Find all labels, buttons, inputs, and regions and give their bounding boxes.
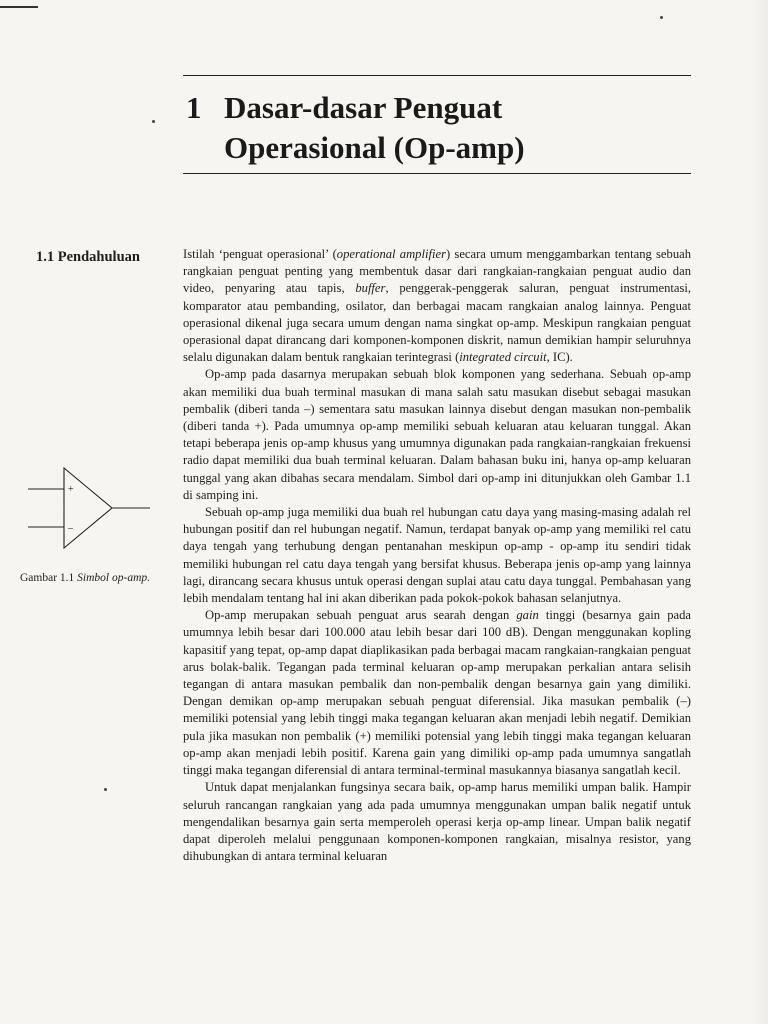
plus-sign: + [68,484,74,495]
figure-caption-text: Simbol op-amp. [77,572,151,584]
italic-term: gain [516,608,539,623]
text-run: Op-amp pada dasarnya merupakan sebuah blok komponen yang sederhana. Sebuah op-amp akan memiliki dua buah terminal masukan di mana salah satu masukan disebut sebagai masukan pembalik (diberi tanda –) sementara satu masukan lainnya disebut dengan masukan non-pembalik (diberi tanda +). Pada umumnya op-amp memiliki sebuah keluaran atau keluaran tunggal. Akan tetapi beberapa jenis op-amp khusus yang umumnya digunakan pada rangkaian-rangkaian frekuensi radio dapat memiliki dua buah terminal keluaran. Dalam bahasan buku ini, hanya op-amp keluaran tunggal yang akan dibahas secara mendalam. Simbol dari op-amp ini ditunjukkan oleh Gambar 1.1 di samping ini. [183,367,691,502]
scan-speck [104,788,107,791]
scan-mark [0,6,38,8]
body-paragraph [183,366,691,504]
op-amp-symbol-figure [24,463,156,553]
body-paragraph [183,607,691,779]
scan-speck [152,120,155,123]
top-rule [183,75,691,76]
italic-term: integrated circuit [459,350,547,365]
body-paragraph [183,779,691,865]
scan-speck [660,16,663,19]
text-run: Untuk dapat menjalankan fungsinya secara baik, op-amp harus memiliki umpan balik. Hampir seluruh rancangan rangkaian yang ada pada umumnya menggunakan umpan balik negatif untuk mengendalikan besarnya gain serta memperoleh operasi kerja op-amp linear. Umpan balik negatif dapat diperoleh melalui penggunaan komponen-komponen rangkaian, misalnya resistor, yang dihubungkan di antara terminal keluaran [183,780,691,864]
text-run: , IC). [546,350,573,365]
body-paragraph [183,504,691,607]
text-run: Op-amp merupakan sebuah penguat arus searah dengan [205,608,517,623]
text-run: , penggerak-penggerak saluran, penguat instrumentasi, komparator atau pembanding, osilator, dan berbagai macam rangkaian analog lainnya. Penguat operasional dikenal juga secara umum dengan nama singkat op-amp. Meskipun rangkaian penguat operasional dapat dirancang dari komponen-komponen diskrit, namun demikian hampir seluruhnya selalu digunakan dalam bentuk rangkaian terintegrasi ( [183,281,691,365]
italic-term: buffer [355,281,386,296]
section-heading: 1.1 Pendahuluan [36,249,140,265]
body-text [183,246,691,865]
minus-sign: – [68,523,73,534]
text-run: ) secara umum menggambarkan tentang sebuah rangkaian penguat penting yang membentuk dasar dari rangkaian-rangkaian penguat audio dan video, penyaring atau tapis, [183,247,692,296]
italic-term: operational amplifier [336,247,446,261]
text-run: Sebuah op-amp juga memiliki dua buah rel hubungan catu daya yang masing-masing adalah rel hubungan positif dan rel hubungan negatif. Namun, terdapat banyak op-amp yang memiliki rel catu daya tengah yang terhubung dengan pentanahan meskipun op-amp - op-amp itu sendiri tidak memiliki hubungan rel catu daya tengah yang bersifat khusus. Beberapa jenis op-amp yang lainnya lagi, dirancang secara khusus untuk operasi dengan suplai atau catu daya tunggal. Pembahasan yang lebih mendalam tentang hal ini akan diberikan pada pokok-pokok bahasan selanjutnya. [183,505,691,606]
figure-caption [20,571,160,586]
op-amp-triangle [64,468,112,548]
body-paragraph [183,246,691,366]
chapter-heading [186,88,654,168]
chapter-number: 1 [186,90,202,125]
chapter-title: Dasar-dasar Penguat Operasional (Op-amp) [224,90,525,165]
bottom-rule [183,173,691,174]
figure-label: Gambar 1.1 [20,572,75,584]
scan-edge [754,0,768,1024]
text-run: Istilah ‘penguat operasional’ ( [183,247,337,261]
text-run: tinggi (besarnya gain pada umumnya lebih besar dari 100.000 atau lebih besar dari 100 dB). Dengan menggunakan kopling kapasitif yang tepat, op-amp dapat diaplikasikan pada berbagai macam rangkaian-rangkaian penguat arus bolak-balik. Tegangan pada terminal keluaran op-amp merupakan perkalian antara selisih tegangan di antara masukan pembalik dan non-pembalik dengan besarnya gain yang dimiliki. Dengan demikan op-amp merupakan sebuah penguat diferensial. Jika masukan pembalik (–) memiliki potensial yang lebih tinggi maka tegangan keluaran akan menjadi lebih negatif. Demikian pula jika masukan non pembalik (+) memiliki potensial yang lebih tinggi maka tegangan keluaran op-amp akan menjadi lebih positif. Karena gain yang dimiliki op-amp pada umumnya sangatlah tinggi maka tegangan diferensial di antara terminal-terminal masukannya biasanya sangatlah kecil. [183,608,691,778]
